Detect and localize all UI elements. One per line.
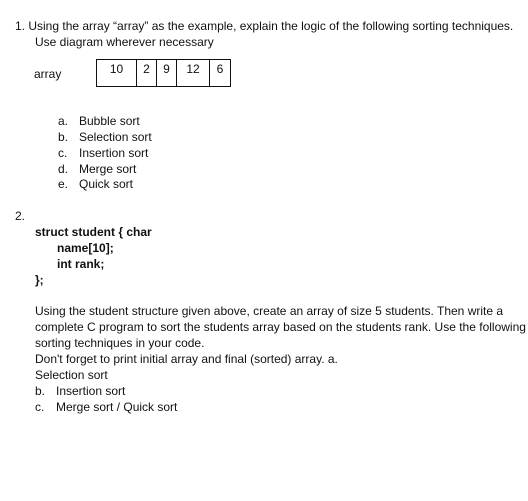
list-item-label: Insertion sort [56, 384, 126, 398]
list-item-label: Selection sort [79, 130, 152, 144]
array-cell: 10 [97, 60, 137, 87]
list-item-letter: a. [58, 114, 69, 128]
array-cell: 2 [137, 60, 157, 87]
question-1-subtext: Use diagram wherever necessary [35, 35, 214, 49]
paragraph-line: sorting techniques in your code. [35, 336, 205, 350]
list-item-letter: e. [58, 177, 69, 191]
question-1-text: 1. Using the array “array” as the example, explain the logic of the following sorting techniques. [15, 19, 514, 33]
array-diagram [96, 59, 231, 87]
list-item-label: Merge sort [79, 162, 137, 176]
list-item-letter: b. [58, 130, 69, 144]
array-cell: 12 [177, 60, 210, 87]
code-line: }; [35, 273, 44, 287]
list-item-label: Merge sort / Quick sort [56, 400, 178, 414]
array-cell: 6 [210, 60, 231, 87]
array-cell: 9 [157, 60, 177, 87]
code-line: struct student { char [35, 225, 152, 239]
list-item-letter: c. [35, 400, 45, 414]
list-item-label: Bubble sort [79, 114, 140, 128]
list-item-label: Insertion sort [79, 146, 149, 160]
list-item-label: Quick sort [79, 177, 134, 191]
list-item-letter: d. [58, 162, 69, 176]
list-item-letter: b. [35, 384, 46, 398]
paragraph-line: Using the student structure given above, create an array of size 5 students. Then write a [35, 304, 504, 318]
paragraph-line: Selection sort [35, 368, 108, 382]
list-item-letter: c. [58, 146, 68, 160]
code-line: int rank; [57, 257, 105, 271]
question-2-number: 2. [15, 209, 26, 223]
array-label: array [34, 67, 62, 81]
paragraph-line: Don't forget to print initial array and final (sorted) array. a. [35, 352, 338, 366]
code-line: name[10]; [57, 241, 114, 255]
paragraph-line: complete C program to sort the students array based on the students rank. Use the following [35, 320, 526, 334]
